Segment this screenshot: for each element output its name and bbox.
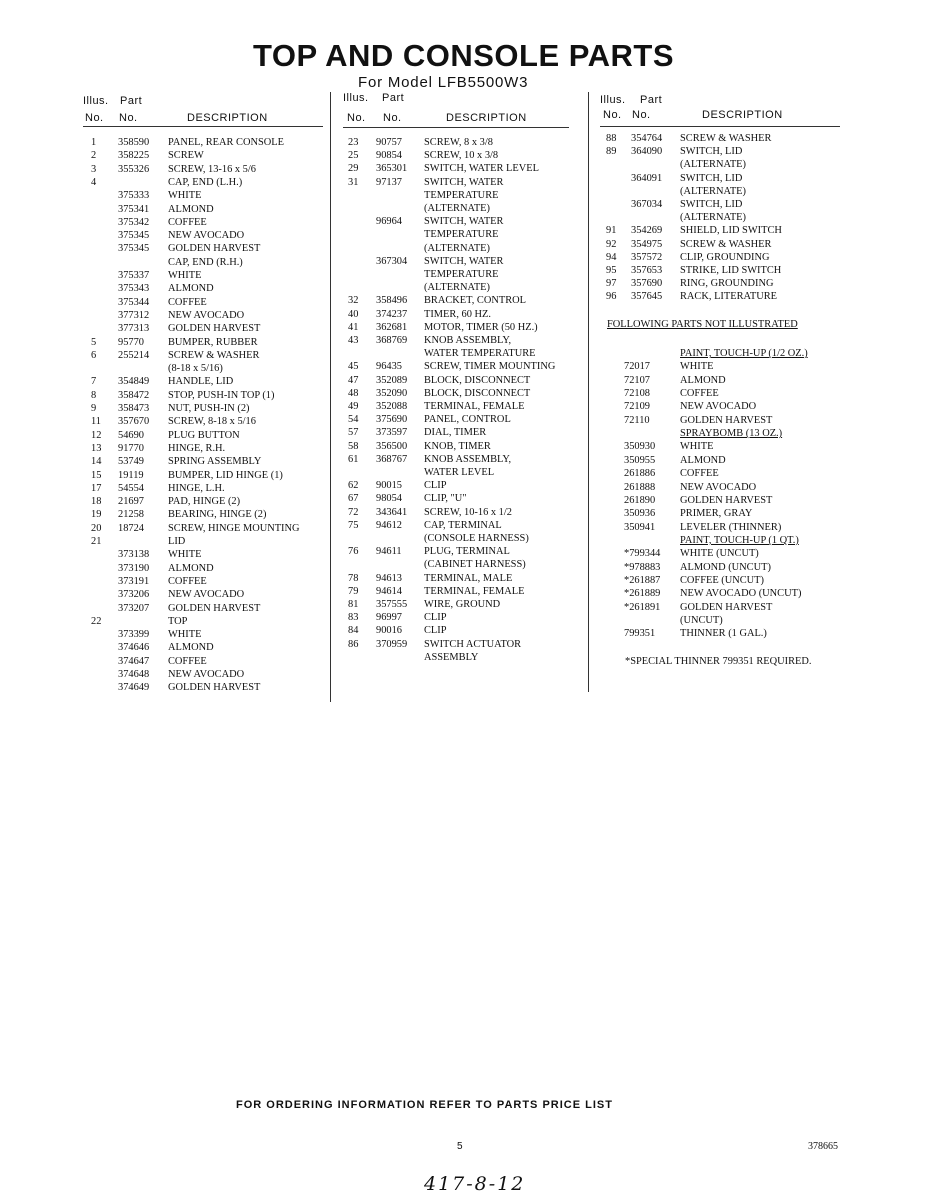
illus-number: 19 — [91, 509, 102, 521]
illus-number: 41 — [348, 321, 359, 333]
part-description: SWITCH, LID — [680, 199, 743, 210]
part-description: (CONSOLE HARNESS) — [424, 533, 529, 544]
part-number: 364091 — [631, 172, 663, 184]
illus-number: 31 — [348, 176, 359, 188]
part-description: (ALTERNATE) — [424, 242, 490, 254]
part-description: SWITCH, WATER — [424, 255, 504, 267]
illus-no-header: No. — [603, 109, 622, 121]
column-divider-1 — [330, 92, 331, 702]
part-number: 374647 — [118, 655, 150, 667]
part-number: 261890 — [624, 494, 656, 506]
part-number: 350941 — [624, 521, 656, 533]
illus-number: 43 — [348, 335, 359, 346]
illus-number: 96 — [606, 291, 617, 303]
part-description: BLOCK, DISCONNECT — [424, 387, 531, 399]
part-number: 261886 — [624, 468, 656, 480]
part-description: CLIP, "U" — [424, 493, 467, 505]
part-number: 377313 — [118, 323, 150, 335]
part-no-header: No. — [383, 112, 402, 124]
handwritten-note: 417-8-12 — [424, 1173, 526, 1195]
part-description: PANEL, CONTROL — [424, 414, 511, 426]
illus-no-header: No. — [85, 112, 104, 124]
part-number: 94613 — [376, 572, 402, 584]
part-number: 799351 — [624, 628, 656, 640]
illus-number: 49 — [348, 401, 359, 412]
part-number: 358473 — [118, 403, 150, 414]
part-description: SCREW, 8-18 x 5/16 — [168, 416, 256, 428]
part-description: COFFEE — [168, 655, 207, 667]
part-number: *978883 — [624, 561, 661, 573]
part-description: LID — [168, 536, 186, 547]
part-description: LEVELER (THINNER) — [680, 521, 782, 533]
part-description: SCREW & WASHER — [168, 349, 260, 361]
part-description: GOLDEN HARVEST — [168, 323, 261, 335]
part-description: NEW AVOCADO (UNCUT) — [680, 588, 802, 600]
part-number: 374237 — [376, 308, 408, 320]
part-number: 54554 — [118, 482, 144, 494]
part-description: SCREW, 10 x 3/8 — [424, 150, 499, 162]
part-description: GOLDEN HARVEST — [168, 243, 261, 255]
part-number: 72107 — [624, 374, 650, 386]
illus-number: 79 — [348, 585, 359, 597]
illus-number: 67 — [348, 493, 359, 505]
part-number: 255214 — [118, 349, 150, 361]
part-no-header: No. — [632, 109, 651, 121]
part-description: CAP, END (R.H.) — [168, 256, 243, 268]
page-title: TOP AND CONSOLE PARTS — [253, 38, 675, 73]
illus-number: 1 — [91, 137, 97, 148]
part-description: BRACKET, CONTROL — [424, 295, 526, 307]
description-header: DESCRIPTION — [187, 112, 268, 124]
part-number: 90015 — [376, 480, 402, 492]
part-number: 94614 — [376, 585, 402, 597]
part-header-top: Part — [382, 92, 405, 104]
part-description: WHITE — [168, 629, 202, 641]
part-description: TERMINAL, MALE — [424, 572, 513, 584]
part-number: 356500 — [376, 440, 408, 452]
illus-number: 88 — [606, 133, 617, 144]
part-number: 19119 — [118, 469, 144, 481]
part-description: COFFEE — [680, 468, 719, 480]
illus-number: 40 — [348, 308, 359, 320]
illus-header-top: Illus. — [83, 95, 109, 107]
part-description: TOP — [168, 615, 188, 627]
part-number: 352090 — [376, 387, 408, 399]
not-illustrated-header: FOLLOWING PARTS NOT ILLUSTRATED — [607, 319, 798, 330]
part-number: 375344 — [118, 296, 150, 308]
part-description: TEMPERATURE — [424, 229, 499, 241]
part-number: 95770 — [118, 336, 144, 348]
part-description: CAP, END (L.H.) — [168, 176, 243, 188]
part-description: COFFEE (UNCUT) — [680, 574, 764, 586]
illus-number: 89 — [606, 146, 617, 158]
part-number: 352088 — [376, 401, 408, 412]
part-number: *261887 — [624, 574, 661, 586]
column-divider-2 — [588, 92, 589, 692]
part-description: KNOB, TIMER — [424, 440, 491, 452]
part-description: RACK, LITERATURE — [680, 291, 777, 303]
part-description: GOLDEN HARVEST — [168, 682, 261, 694]
part-description: NEW AVOCADO — [168, 309, 245, 321]
part-description: (ALTERNATE) — [680, 159, 746, 171]
part-description: GOLDEN HARVEST — [168, 602, 261, 614]
part-description: NEW AVOCADO — [168, 230, 245, 242]
part-description: PLUG BUTTON — [168, 429, 240, 441]
ordering-info: FOR ORDERING INFORMATION REFER TO PARTS PRICE LIST — [236, 1099, 613, 1111]
illus-number: 57 — [348, 427, 359, 439]
description-header: DESCRIPTION — [446, 112, 527, 124]
part-number: 90016 — [376, 625, 402, 637]
illus-number: 4 — [91, 176, 97, 188]
illus-number: 6 — [91, 349, 97, 361]
part-description: ALMOND — [680, 374, 726, 386]
part-number: 373206 — [118, 589, 150, 601]
part-description: CLIP — [424, 625, 447, 637]
part-description: (ALTERNATE) — [680, 185, 746, 197]
illus-number: 14 — [91, 456, 102, 468]
illus-number: 47 — [348, 374, 359, 386]
part-description: WHITE (UNCUT) — [680, 548, 759, 560]
part-number: 21258 — [118, 509, 144, 521]
header-rule-3 — [600, 126, 840, 127]
illus-number: 23 — [348, 137, 359, 148]
part-description: CLIP — [424, 612, 447, 624]
part-number: 375345 — [118, 243, 150, 255]
part-description: PAINT, TOUCH-UP (1/2 OZ.) — [680, 348, 808, 359]
part-number: 354269 — [631, 225, 663, 237]
part-description: STRIKE, LID SWITCH — [680, 265, 782, 276]
part-no-header: No. — [119, 112, 138, 124]
part-description: CAP, TERMINAL — [424, 519, 502, 531]
part-number: 357572 — [631, 251, 663, 263]
part-description: WATER TEMPERATURE — [424, 348, 536, 360]
part-number: 375345 — [118, 230, 150, 242]
illus-number: 92 — [606, 238, 617, 250]
part-number: 375342 — [118, 216, 150, 228]
part-description: SCREW, TIMER MOUNTING — [424, 361, 556, 373]
page-number: 5 — [457, 1141, 463, 1152]
part-number: 261888 — [624, 481, 656, 493]
part-number: 54690 — [118, 429, 144, 441]
illus-number: 3 — [91, 163, 97, 175]
footnote: *SPECIAL THINNER 799351 REQUIRED. — [625, 656, 812, 667]
part-description: SWITCH, WATER LEVEL — [424, 163, 539, 175]
part-number: 354764 — [631, 133, 663, 144]
part-number: *261891 — [624, 601, 661, 613]
part-description: (UNCUT) — [680, 615, 723, 626]
illus-header-top: Illus. — [343, 92, 369, 104]
illus-number: 62 — [348, 480, 359, 492]
part-description: CLIP — [424, 480, 447, 492]
part-number: 373138 — [118, 549, 150, 561]
part-description: MOTOR, TIMER (50 HZ.) — [424, 321, 538, 333]
part-description: SWITCH ACTUATOR — [424, 638, 522, 650]
part-number: 374649 — [118, 682, 150, 694]
illus-number: 95 — [606, 265, 617, 276]
part-number: 53749 — [118, 456, 144, 468]
part-number: 373207 — [118, 602, 150, 614]
part-description: ALMOND — [168, 642, 214, 654]
illus-number: 13 — [91, 442, 102, 454]
illus-number: 22 — [91, 615, 102, 627]
part-description: COFFEE — [680, 388, 719, 400]
part-number: 96435 — [376, 361, 402, 373]
part-number: 375341 — [118, 203, 150, 215]
part-number: 350936 — [624, 508, 656, 520]
part-header-top: Part — [640, 94, 663, 106]
part-number: 357645 — [631, 291, 663, 303]
part-number: 352089 — [376, 374, 408, 386]
part-number: 354849 — [118, 376, 150, 388]
part-number: 357555 — [376, 599, 408, 610]
part-description: ALMOND — [168, 562, 214, 574]
part-description: PAD, HINGE (2) — [168, 496, 241, 508]
column-header-2 — [343, 92, 573, 122]
column-header-3 — [600, 94, 840, 124]
part-description: TEMPERATURE — [424, 269, 499, 280]
part-description: SPRING ASSEMBLY — [168, 456, 262, 468]
part-number: 357690 — [631, 278, 663, 290]
illus-number: 81 — [348, 599, 359, 610]
part-description: TERMINAL, FEMALE — [424, 585, 525, 597]
part-number: 96964 — [376, 216, 402, 228]
part-description: THINNER (1 GAL.) — [680, 628, 767, 640]
part-number: 370959 — [376, 638, 408, 650]
part-number: 98054 — [376, 493, 402, 505]
part-number: *799344 — [624, 548, 661, 560]
part-description: ALMOND — [168, 283, 214, 295]
part-description: NEW AVOCADO — [680, 481, 757, 493]
part-description: KNOB ASSEMBLY, — [424, 453, 512, 465]
illus-number: 83 — [348, 612, 359, 624]
part-description: (ALTERNATE) — [680, 212, 746, 224]
part-description: NEW AVOCADO — [168, 669, 245, 680]
part-description: CLIP, GROUNDING — [680, 251, 770, 263]
part-description: COFFEE — [168, 216, 207, 228]
part-description: BLOCK, DISCONNECT — [424, 374, 531, 386]
illus-number: 48 — [348, 387, 359, 399]
part-number: 373191 — [118, 575, 150, 587]
illus-number: 58 — [348, 440, 359, 452]
part-description: NUT, PUSH-IN (2) — [168, 403, 250, 414]
part-description: SWITCH, LID — [680, 146, 743, 158]
illus-number: 86 — [348, 638, 359, 650]
part-description: (ALTERNATE) — [424, 203, 490, 214]
part-number: 357653 — [631, 265, 663, 276]
part-description: SCREW, 8 x 3/8 — [424, 137, 493, 148]
part-description: SCREW & WASHER — [680, 238, 772, 250]
part-description: HINGE, L.H. — [168, 482, 225, 494]
part-description: ASSEMBLY — [424, 651, 479, 663]
part-number: 72108 — [624, 388, 650, 400]
part-description: BEARING, HINGE (2) — [168, 509, 267, 521]
part-description: SCREW & WASHER — [680, 133, 772, 144]
part-description: NEW AVOCADO — [168, 589, 245, 601]
illus-number: 32 — [348, 295, 359, 307]
illus-number: 9 — [91, 403, 97, 414]
part-number: 375337 — [118, 270, 150, 281]
part-description: SHIELD, LID SWITCH — [680, 225, 782, 237]
part-number: 364090 — [631, 146, 663, 158]
illus-number: 20 — [91, 522, 102, 534]
part-description: GOLDEN HARVEST — [680, 414, 773, 426]
part-description: (ALTERNATE) — [424, 282, 490, 294]
illus-number: 75 — [348, 519, 359, 531]
part-number: 362681 — [376, 321, 408, 333]
part-number: 350930 — [624, 441, 656, 453]
illus-number: 29 — [348, 163, 359, 175]
part-number: 375690 — [376, 414, 408, 426]
part-description: WATER LEVEL — [424, 467, 495, 478]
illus-number: 21 — [91, 536, 102, 547]
illus-number: 25 — [348, 150, 359, 162]
part-description: WHITE — [168, 190, 202, 202]
part-number: *261889 — [624, 588, 661, 600]
part-number: 72109 — [624, 401, 650, 413]
illus-number: 8 — [91, 389, 97, 401]
part-description: COFFEE — [168, 575, 207, 587]
part-description: DIAL, TIMER — [424, 427, 487, 439]
part-description: BUMPER, LID HINGE (1) — [168, 469, 283, 481]
illus-number: 12 — [91, 429, 102, 441]
header-rule-2 — [343, 127, 569, 128]
part-number: 373597 — [376, 427, 408, 439]
part-description: WHITE — [680, 361, 714, 373]
part-description: STOP, PUSH-IN TOP (1) — [168, 389, 275, 401]
illus-number: 15 — [91, 469, 102, 481]
part-description: GOLDEN HARVEST — [680, 601, 773, 613]
part-description: SPRAYBOMB (13 OZ.) — [680, 428, 783, 440]
part-header-top: Part — [120, 95, 143, 107]
part-number: 358472 — [118, 389, 150, 401]
part-description: GOLDEN HARVEST — [680, 494, 773, 506]
part-number: 358496 — [376, 295, 408, 307]
illus-no-header: No. — [347, 112, 366, 124]
part-description: TEMPERATURE — [424, 189, 499, 201]
part-number: 368769 — [376, 335, 408, 346]
part-number: 72017 — [624, 361, 650, 373]
part-number: 368767 — [376, 453, 408, 465]
part-number: 358225 — [118, 150, 150, 162]
document-number: 378665 — [808, 1141, 838, 1152]
illus-number: 11 — [91, 416, 102, 428]
illus-header-top: Illus. — [600, 94, 626, 106]
part-number: 343641 — [376, 506, 408, 518]
part-number: 374646 — [118, 642, 150, 654]
part-number: 375343 — [118, 283, 150, 295]
illus-number: 17 — [91, 482, 102, 494]
part-description: WHITE — [680, 441, 714, 453]
model-subtitle: For Model LFB5500W3 — [358, 74, 529, 91]
part-number: 354975 — [631, 238, 663, 250]
part-description: WIRE, GROUND — [424, 599, 501, 610]
part-number: 72110 — [624, 414, 650, 426]
part-number: 90757 — [376, 137, 402, 148]
part-number: 96997 — [376, 612, 402, 624]
part-number: 350955 — [624, 454, 656, 466]
illus-number: 91 — [606, 225, 617, 237]
part-number: 373190 — [118, 562, 150, 574]
part-number: 358590 — [118, 137, 150, 148]
part-description: SCREW, 13-16 x 5/6 — [168, 163, 256, 175]
illus-number: 97 — [606, 278, 617, 290]
part-description: PAINT, TOUCH-UP (1 QT.) — [680, 534, 799, 546]
illus-number: 76 — [348, 546, 359, 558]
part-description: TIMER, 60 HZ. — [424, 308, 491, 320]
part-number: 377312 — [118, 309, 150, 321]
illus-number: 84 — [348, 625, 359, 637]
illus-number: 2 — [91, 150, 97, 162]
part-description: RING, GROUNDING — [680, 278, 774, 290]
part-number: 374648 — [118, 669, 150, 680]
part-description: PANEL, REAR CONSOLE — [168, 137, 284, 148]
part-description: (CABINET HARNESS) — [424, 559, 526, 571]
illus-number: 5 — [91, 336, 97, 348]
illus-number: 78 — [348, 572, 359, 584]
part-description: ALMOND — [680, 454, 726, 466]
part-number: 375333 — [118, 190, 150, 202]
part-description: WHITE — [168, 270, 202, 281]
part-number: 357670 — [118, 416, 150, 428]
part-number: 355326 — [118, 163, 150, 175]
part-description: ALMOND (UNCUT) — [680, 561, 771, 573]
part-number: 91770 — [118, 442, 144, 454]
part-number: 18724 — [118, 522, 144, 534]
part-description: SWITCH, WATER — [424, 176, 504, 188]
part-description: SCREW, 10-16 x 1/2 — [424, 506, 512, 518]
part-description: HANDLE, LID — [168, 376, 234, 388]
part-description: (8-18 x 5/16) — [168, 363, 223, 375]
description-header: DESCRIPTION — [702, 109, 783, 121]
column-header-1 — [83, 95, 323, 125]
part-description: TERMINAL, FEMALE — [424, 401, 525, 412]
part-number: 367034 — [631, 199, 663, 210]
illus-number: 94 — [606, 251, 617, 263]
part-description: KNOB ASSEMBLY, — [424, 335, 512, 346]
part-description: COFFEE — [168, 296, 207, 308]
illus-number: 45 — [348, 361, 359, 373]
illus-number: 7 — [91, 376, 97, 388]
illus-number: 54 — [348, 414, 359, 426]
part-description: HINGE, R.H. — [168, 442, 226, 454]
part-number: 367304 — [376, 255, 408, 267]
part-description: SWITCH, LID — [680, 172, 743, 184]
part-number: 94611 — [376, 546, 402, 558]
part-description: WHITE — [168, 549, 202, 561]
part-description: SCREW — [168, 150, 204, 162]
part-number: 365301 — [376, 163, 408, 175]
part-description: PRIMER, GRAY — [680, 508, 753, 520]
part-description: BUMPER, RUBBER — [168, 336, 258, 348]
illus-number: 61 — [348, 453, 359, 465]
illus-number: 72 — [348, 506, 359, 518]
part-description: NEW AVOCADO — [680, 401, 757, 413]
header-rule-1 — [83, 126, 323, 127]
part-description: PLUG, TERMINAL — [424, 546, 510, 558]
part-number: 90854 — [376, 150, 402, 162]
part-description: ALMOND — [168, 203, 214, 215]
part-description: SWITCH, WATER — [424, 216, 504, 228]
illus-number: 18 — [91, 496, 102, 508]
part-number: 373399 — [118, 629, 150, 641]
part-number: 97137 — [376, 176, 402, 188]
part-number: 21697 — [118, 496, 144, 508]
part-description: SCREW, HINGE MOUNTING — [168, 522, 300, 534]
part-number: 94612 — [376, 519, 402, 531]
